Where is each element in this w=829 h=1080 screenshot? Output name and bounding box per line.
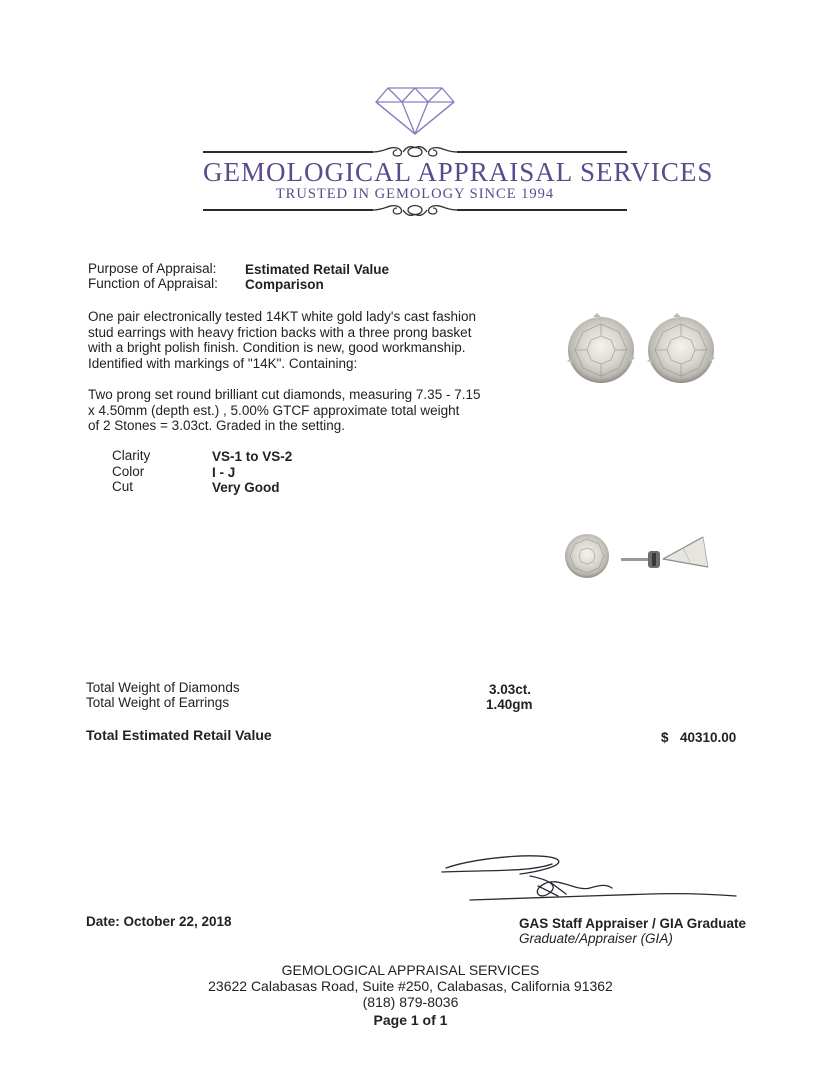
total-retail-value: 40310.00 xyxy=(680,730,737,745)
grading-table xyxy=(112,448,372,495)
header-rule-bottom-right xyxy=(457,209,627,211)
company-tagline: TRUSTED IN GEMOLOGY SINCE 1994 xyxy=(275,186,555,202)
total-retail-label: Total Estimated Retail Value xyxy=(86,727,272,743)
flourish-icon xyxy=(373,200,457,220)
cut-label: Cut xyxy=(112,479,134,494)
total-earrings-value: 1.40gm xyxy=(486,697,533,712)
header-rule-top-right xyxy=(457,151,627,153)
grading-row-color xyxy=(112,464,372,480)
currency-symbol: $ xyxy=(661,730,669,745)
footer-phone: (818) 879-8036 xyxy=(362,994,459,1010)
appraiser-title: GAS Staff Appraiser / GIA Graduate xyxy=(519,916,747,931)
function-label: Function of Appraisal: xyxy=(88,276,218,291)
total-diamonds-label: Total Weight of Diamonds xyxy=(86,680,240,695)
purpose-value: Estimated Retail Value xyxy=(245,262,390,277)
company-title: GEMOLOGICAL APPRAISAL SERVICES xyxy=(203,157,714,187)
diamond-stud-right xyxy=(647,313,715,383)
clarity-value: VS-1 to VS-2 xyxy=(212,449,293,464)
total-diamonds-value: 3.03ct. xyxy=(489,682,532,697)
earrings-photo-side xyxy=(563,527,723,585)
diamond-stud-profile xyxy=(621,537,708,568)
header-rule-top-left xyxy=(203,151,373,153)
footer-company: GEMOLOGICAL APPRAISAL SERVICES xyxy=(281,962,540,978)
grading-row-cut xyxy=(112,479,372,495)
appraiser-signature xyxy=(440,850,740,912)
diamond-icon xyxy=(374,86,456,136)
appraiser-subtitle: Graduate/Appraiser (GIA) xyxy=(519,931,673,946)
earrings-photo-front xyxy=(563,312,723,388)
diamond-stud-left xyxy=(567,313,635,383)
signature-date: Date: October 22, 2018 xyxy=(86,914,232,929)
grading-row-clarity xyxy=(112,448,372,464)
cut-value: Very Good xyxy=(212,480,280,495)
clarity-label: Clarity xyxy=(112,448,151,463)
color-label: Color xyxy=(112,463,145,479)
logo xyxy=(374,86,456,136)
total-earrings-label: Total Weight of Earrings xyxy=(86,695,230,710)
header-rule-bottom-left xyxy=(203,209,373,211)
stone-description: Two prong set round brilliant cut diamonds, measuring 7.35 - 7.15 x 4.50mm (depth est.) , 5.00% GTCF approximate total weight of 2 Stones = 3.03ct. Graded in the setting. xyxy=(88,387,481,433)
item-description: One pair electronically tested 14KT white gold lady's cast fashion stud earrings with heavy friction backs with a three prong basket with a bright polish finish. Condition is new, good workmanship. Identified with markings of "14K". Containing: xyxy=(88,309,477,371)
diamond-stud-face xyxy=(565,534,609,578)
page-number: Page 1 of 1 xyxy=(373,1012,448,1028)
footer-address: 23622 Calabasas Road, Suite #250, Calabasas, California 91362 xyxy=(208,978,613,994)
function-value: Comparison xyxy=(245,277,324,292)
purpose-label: Purpose of Appraisal: xyxy=(88,261,217,276)
color-value: I - J xyxy=(212,464,236,480)
